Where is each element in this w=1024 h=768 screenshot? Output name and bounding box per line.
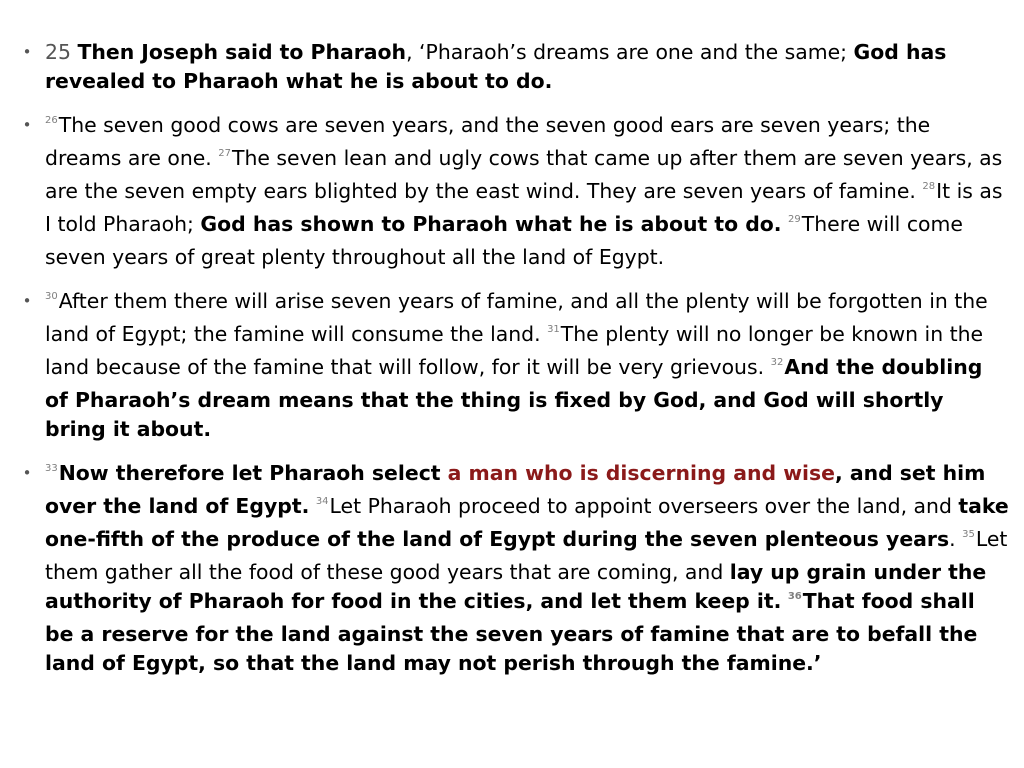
bullet-icon: • xyxy=(22,292,32,310)
bullet-icon: • xyxy=(22,464,32,482)
paragraph-2 xyxy=(20,111,1010,272)
verse-34-bold-text: take one-fifth of the produce of the land of Egypt during the seven plenteous years xyxy=(45,494,1009,551)
verse-number-27: 27 xyxy=(218,148,231,159)
verse-26-text: The seven good cows are seven years, and the seven good ears are seven years; the dreams are one. xyxy=(45,113,931,170)
paragraph-1 xyxy=(20,38,1010,96)
verse-27-text: The seven lean and ugly cows that came up after them are seven years, as are the seven empty ears blighted by the east wind. They are seven years of famine. xyxy=(45,146,1003,203)
paragraph-4 xyxy=(20,459,1010,678)
verse-33-highlight-text: a man who is discerning and wise xyxy=(447,461,835,485)
bullet-list xyxy=(20,38,1010,693)
verse-number-31: 31 xyxy=(547,324,560,335)
paragraph-3 xyxy=(20,287,1010,444)
verse-35-text: Let them gather all the food of these good years that are coming, and xyxy=(45,527,1008,584)
verse-25-bold-conclusion: God has revealed to Pharaoh what he is about to do. xyxy=(45,40,947,93)
verse-number-36: 36 xyxy=(787,591,802,602)
verse-36-bold-text: That food shall be a reserve for the land against the seven years of famine that are to befall the land of Egypt, so that the land may not perish through the famine.’ xyxy=(45,589,978,675)
verse-number-30: 30 xyxy=(45,291,58,302)
bullet-icon: • xyxy=(22,43,32,61)
verse-29-text: There will come seven years of great plenty throughout all the land of Egypt. xyxy=(45,212,963,269)
verse-25-bold-text: Then Joseph said to Pharaoh xyxy=(77,40,407,64)
verse-28-text: It is as I told Pharaoh; xyxy=(45,179,1003,236)
verse-number-35: 35 xyxy=(962,529,975,540)
verse-34-text: Let Pharaoh proceed to appoint overseers over the land, and xyxy=(329,494,959,518)
verse-31-text: The plenty will no longer be known in the land because of the famine that will follow, for it will be very grievous. xyxy=(45,322,984,379)
verse-number-29: 29 xyxy=(788,214,801,225)
verse-number-28: 28 xyxy=(922,181,936,192)
verse-30-text: After them there will arise seven years of famine, and all the plenty will be forgotten in the land of Egypt; the famine will consume the land. xyxy=(45,289,988,346)
verse-25-text: , ‘Pharaoh’s dreams are one and the same; xyxy=(406,40,848,64)
verse-32-bold-text: And the doubling of Pharaoh’s dream means that the thing is fixed by God, and God will shortly bring it about. xyxy=(45,355,983,441)
verse-33-bold-text: Now therefore let Pharaoh select xyxy=(58,461,448,485)
verse-number-33: 33 xyxy=(45,463,58,474)
verse-28-bold-text: God has shown to Pharaoh what he is about to do. xyxy=(200,212,782,236)
verse-34-punctuation: . xyxy=(949,527,963,551)
verse-number-34: 34 xyxy=(315,496,329,507)
verse-33-bold-conclusion: , and set him over the land of Egypt. xyxy=(45,461,986,518)
bullet-icon: • xyxy=(22,116,32,134)
verse-number-32: 32 xyxy=(770,357,784,368)
verse-35-bold-text: lay up grain under the authority of Pharaoh for food in the cities, and let them keep it. xyxy=(45,560,987,613)
verse-number-25: 25 xyxy=(45,40,71,64)
verse-number-26: 26 xyxy=(45,115,58,126)
